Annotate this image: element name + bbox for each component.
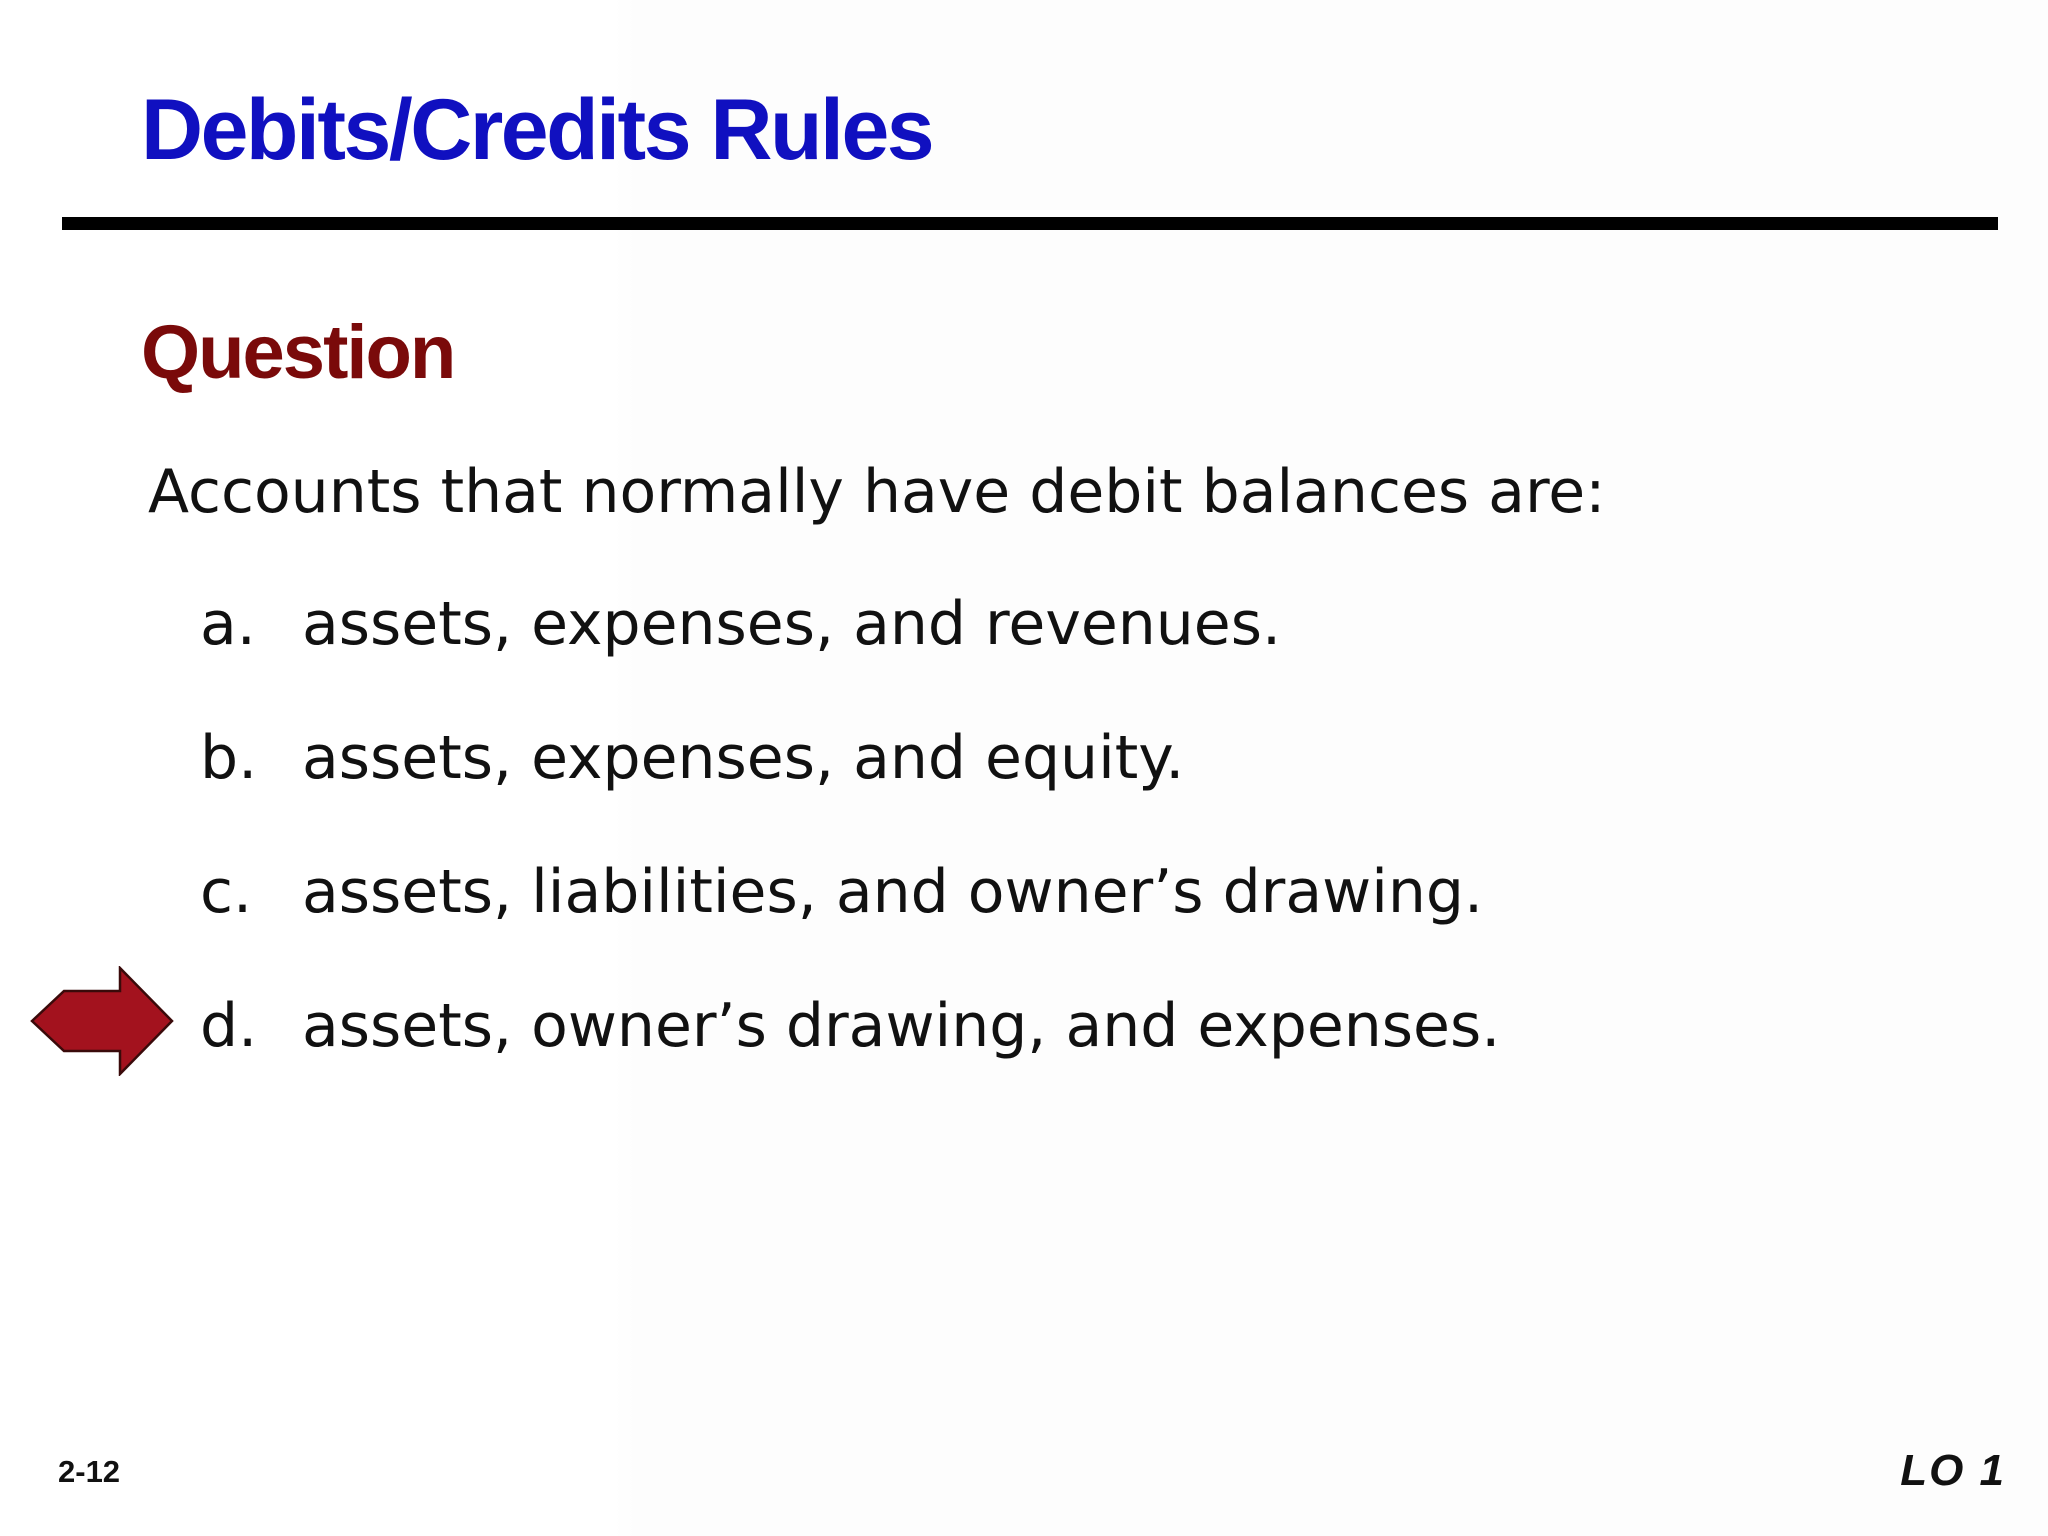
question-heading: Question: [141, 310, 455, 395]
option-text: assets, liabilities, and owner’s drawing.: [302, 857, 1484, 927]
option-text: assets, expenses, and revenues.: [302, 589, 1282, 659]
option-c: [200, 854, 1483, 930]
title-divider: [62, 217, 1998, 230]
slide-title: Debits/Credits Rules: [141, 82, 933, 178]
option-a: [200, 586, 1281, 662]
option-text: assets, owner’s drawing, and expenses.: [302, 991, 1501, 1061]
slide-number: 2-12: [58, 1454, 121, 1489]
option-letter: b.: [200, 723, 258, 793]
option-b: [200, 720, 1184, 796]
question-text: Accounts that normally have debit balances are:: [148, 457, 1606, 527]
option-d: [200, 988, 1500, 1064]
option-letter: c.: [200, 857, 253, 927]
option-letter: d.: [200, 991, 258, 1061]
option-text: assets, expenses, and equity.: [302, 723, 1185, 793]
right-arrow-icon: [30, 966, 174, 1076]
option-letter: a.: [200, 589, 256, 659]
learning-objective-label: LO 1: [1900, 1446, 2006, 1495]
